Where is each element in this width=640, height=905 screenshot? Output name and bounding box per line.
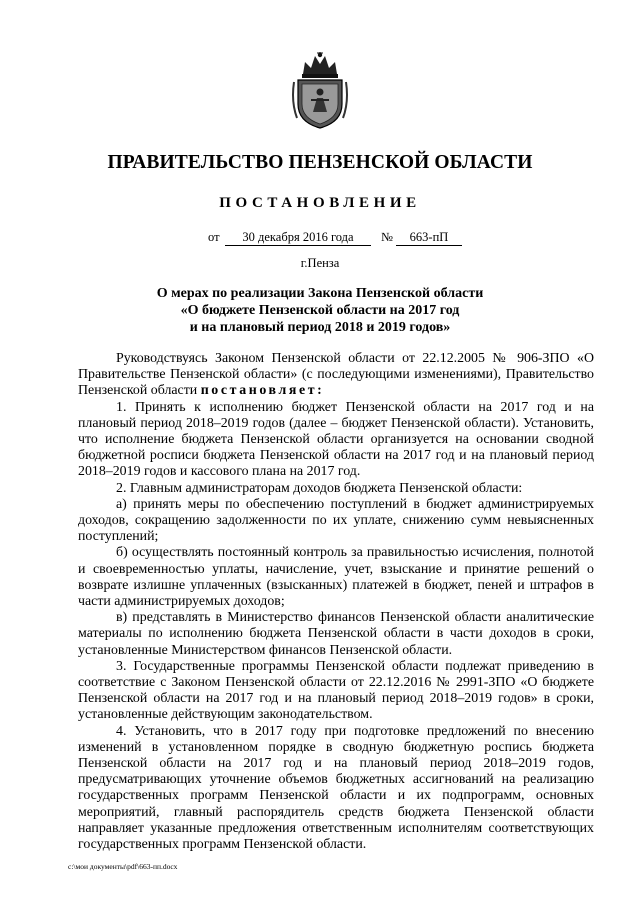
- paragraph-2: 2. Главным администраторам доходов бюджета Пензенской области:: [116, 480, 523, 496]
- paragraph-2a: а) принять меры по обеспечению поступлений в бюджет администрируемых доходов, сокращению задолженности по их уплате, снижению сумм невыясненных поступлений;: [78, 496, 594, 545]
- date-value: 30 декабря 2016 года: [225, 230, 371, 246]
- government-title: ПРАВИТЕЛЬСТВО ПЕНЗЕНСКОЙ ОБЛАСТИ: [107, 152, 533, 173]
- paragraph-3: 3. Государственные программы Пензенской области подлежат приведению в соответствие с Законом Пензенской области от 22.12.2016 № 2991-ЗПО «О бюджете Пензенской области на 2017 год и на плановый период 2018–2019 годов» в сроки, установленные действующим законодательством.: [78, 658, 594, 723]
- paragraph-4: 4. Установить, что в 2017 году при подготовке предложений по внесению изменений в установленном порядке в сводную бюджетную роспись бюджета Пензенской области на 2017 год и на плановый период 2018–2019 годов, предусматривающих уточнение объемов бюджетных ассигнований на реализацию государственных программ Пензенской области и их подпрограмм, основных мероприятий, главный распорядитель средств бюджета Пензенской области направляет указанные предложения ответственным исполнителям соответствующих государственных программ Пензенской области.: [78, 723, 594, 853]
- document-type: ПОСТАНОВЛЕНИЕ: [219, 195, 421, 211]
- resolves-word: постановляет:: [200, 383, 325, 399]
- subject-line: О мерах по реализации Закона Пензенской области: [156, 286, 484, 301]
- paragraph-1: 1. Принять к исполнению бюджет Пензенской области на 2017 год и на плановый период 2018–2019 годов (далее – бюджет Пензенской области). Установить, что исполнение бюджета Пензенской области организуется на основании сводной бюджетной росписи бюджета Пензенской области на 2017 год и на плановый период 2018–2019 годов и кассового плана на 2017 год.: [78, 399, 594, 480]
- subject-line: и на плановый период 2018 и 2019 годов»: [189, 320, 451, 335]
- document-subject: [0, 285, 640, 336]
- file-path-footer: c:\мои документы\pdf\663-пп.docx: [68, 862, 178, 871]
- number-value: 663-пП: [396, 230, 462, 246]
- date-prefix: от: [208, 230, 220, 244]
- subject-line: «О бюджете Пензенской области на 2017 год: [180, 303, 460, 318]
- preamble-text: Руководствуясь Законом Пензенской области от 22.12.2005 № 906-ЗПО «О Правительстве Пензенской области» (с последующими изменениями), Правительство Пензенской области: [78, 351, 594, 399]
- number-prefix: №: [381, 230, 393, 244]
- coat-of-arms-icon: [291, 52, 349, 130]
- preamble-paragraph: [78, 351, 594, 400]
- city: г.Пенза: [300, 256, 340, 270]
- document-body: [78, 351, 594, 853]
- paragraph-2c: в) представлять в Министерство финансов Пензенской области аналитические материалы по исполнению бюджета Пензенской области в части доходов в сроки, установленные Министерством финансов Пензенской области.: [78, 610, 594, 658]
- paragraph-2b: б) осуществлять постоянный контроль за правильностью исчисления, полнотой и своевременностью уплаты, начисление, учет, взыскание и принятие решений о возврате излишне уплаченных (взысканных) платежей в бюджет, пеней и штрафов в части администрируемых доходов;: [78, 545, 594, 610]
